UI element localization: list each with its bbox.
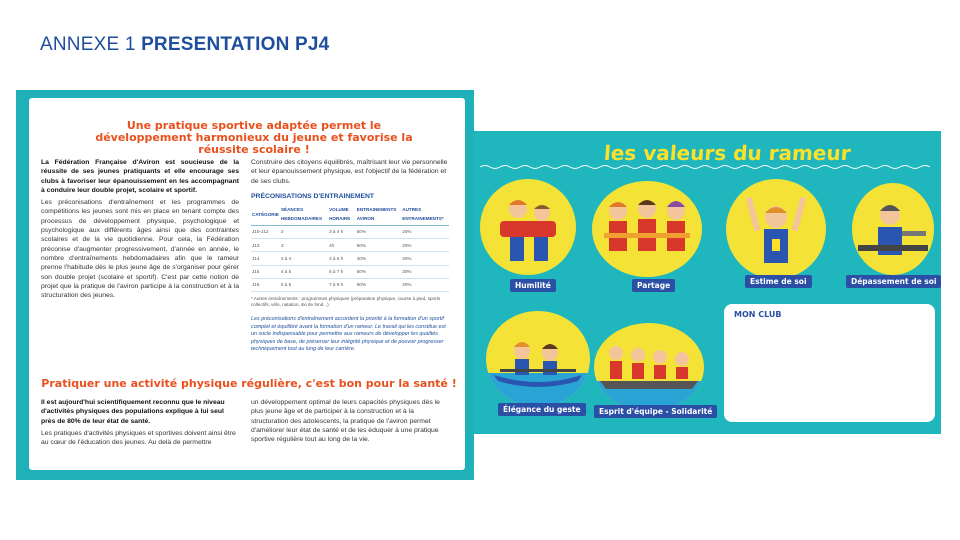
- table-cell: 60%: [356, 278, 402, 291]
- table-header-cell: SÉANCES HEBDOMADAIRES: [280, 204, 328, 225]
- surpassing-illustration: [852, 183, 934, 275]
- poster-left-inner: [29, 98, 465, 470]
- table-cell: 50%: [356, 265, 402, 278]
- poster-left-headline-2: Pratiquer une activité physique régulière, c'est bon pour la santé !: [41, 377, 457, 390]
- table-header-cell: ENTRAINEMENTS AVIRON: [356, 204, 402, 225]
- table-title: PRÉCONISATIONS D'ENTRAINEMENT: [251, 192, 375, 200]
- wavy-divider: [480, 164, 935, 170]
- table-cell: 5 à 6: [280, 278, 328, 291]
- slide-title-plain: ANNEXE 1: [40, 34, 142, 55]
- table-cell: 50%: [356, 225, 402, 238]
- values-title: les valeurs du rameur: [603, 141, 852, 165]
- table-cell: J15: [251, 265, 280, 278]
- col-b-text: Construire des citoyens équilibrés, maîtrisant leur vie personnelle et leur épanouissement physique, est l'objectif de la fédération et de ses clubs.: [251, 159, 448, 185]
- poster-left-column-c: [41, 398, 239, 447]
- table-cell: 3 à 4 h: [328, 225, 356, 238]
- table-cell: 5 à 7 h: [328, 265, 356, 278]
- table-header-cell: CATÉGORIE: [251, 204, 280, 225]
- sharing-illustration: [592, 181, 702, 277]
- table-cell: J16: [251, 278, 280, 291]
- table-row: [251, 252, 449, 265]
- table-cell: 20%: [401, 239, 449, 252]
- poster-left-column-a: [41, 158, 239, 300]
- table-header-row: [251, 204, 449, 225]
- self-esteem-illustration: [726, 179, 826, 279]
- table-cell: J14: [251, 252, 280, 265]
- label-sharing: Partage: [632, 279, 675, 292]
- label-surpassing: Dépassement de soi: [846, 275, 941, 288]
- italic-text: Les préconisations d'entraînement accordent la priorité à la formation d'un sportif complet et équilibré avant la formation d'un rameur. Le travail qui les constitue est un socle indispensable pour permettre aux rameurs de développer les qualités physiques de base, de préserver leur intégrité physique et de pouvoir progresser techniquement tout au long de leur carrière.: [251, 316, 446, 353]
- table-cell: 40%: [401, 252, 449, 265]
- label-team-spirit: Esprit d'équipe - Solidarité: [594, 405, 717, 418]
- team-spirit-illustration: [594, 323, 704, 411]
- poster-left-column-b: [251, 158, 451, 354]
- my-club-title: MON CLUB: [734, 310, 782, 319]
- table-cell: 3 à 4: [280, 252, 328, 265]
- table-cell: 20%: [401, 225, 449, 238]
- table-header-cell: VOLUME HORAIRE: [328, 204, 356, 225]
- table-cell: 2: [280, 225, 328, 238]
- table-cell: 30%: [401, 265, 449, 278]
- table-row: [251, 225, 449, 238]
- health-bold: Il est aujourd'hui scientifiquement reconnu que le niveau d'activités physiques des populations explique à lui seul près de 80% de leur état de santé.: [41, 399, 225, 425]
- label-self-esteem: Estime de soi: [745, 275, 812, 288]
- label-elegance: Élégance du geste: [498, 403, 586, 416]
- table-header-cell: AUTRES ENTRAINEMENTS*: [401, 204, 449, 225]
- poster-left: [16, 90, 474, 480]
- poster-left-column-d: un développement optimal de leurs capacités physiques dès le plus jeune âge et de participer à la construction et à la structuration des adolescents, la pratique de l'aviron permet d'améliorer leur état de santé et de les éduquer à une pratique sportive régulière tout au long de la vie.: [251, 399, 440, 444]
- table-body: [251, 225, 449, 291]
- humility-illustration: [480, 179, 576, 275]
- table-cell: 7 à 9 h: [328, 278, 356, 291]
- table-row: [251, 278, 449, 291]
- table-cell: 40%: [356, 252, 402, 265]
- poster-left-headline-1: Une pratique sportive adaptée permet le développement harmonieux du jeune et favorise la réussite scolaire !: [95, 119, 413, 156]
- my-club-box: [724, 304, 935, 422]
- table-note: * Autres entraînements : programmes physiques (préparation physique, course à pied, sports collectifs, vélo, natation, ski de fond...).: [251, 296, 441, 308]
- slide-title-bold: PRESENTATION PJ4: [141, 34, 330, 55]
- table-cell: 40%: [401, 278, 449, 291]
- intro-bold: La Fédération Française d'Aviron est soucieuse de la réussite de ses jeunes pratiquants et elle encourage ses clubs à favoriser leur épanouissement en les accompagnant à conduire leur double projet, scolaire et sportif.: [41, 159, 239, 194]
- health-para: Les pratiques d'activités physiques et sportives doivent ainsi être au cœur de l'éducation des jeunes. Au delà de permettre: [41, 429, 236, 447]
- table-cell: 4h: [328, 239, 356, 252]
- training-table: [251, 204, 449, 292]
- poster-right: [474, 131, 941, 434]
- para-1: Les préconisations d'entraînement et les programmes de compétitions les jeunes sont mis en place en tenant compte des processus de développement physique, psychologique et psychologique aux différents âges ainsi que des contraintes scolaires et de la vie quotidienne. Pour cela, la Fédération préconise d'augmenter progressivement, d'année en année, le nombre d'entraînements hebdomadaires afin que le rameur prenne l'habitude dès le plus jeune âge de s'organiser pour gérer son double projet (scolaire et sportif). C'est par cette notion de projet que la pratique de l'aviron participe à la construction et à la structuration des jeunes.: [41, 199, 239, 300]
- table-cell: J10-J12: [251, 225, 280, 238]
- table-cell: 4 à 5 h: [328, 252, 356, 265]
- table-cell: 50%: [356, 239, 402, 252]
- elegance-illustration: [486, 311, 590, 407]
- table-cell: 4 à 5: [280, 265, 328, 278]
- table-cell: 3: [280, 239, 328, 252]
- table-cell: J13: [251, 239, 280, 252]
- table-row: [251, 239, 449, 252]
- table-row: [251, 265, 449, 278]
- slide-title: [40, 34, 329, 56]
- label-humility: Humilité: [510, 279, 556, 292]
